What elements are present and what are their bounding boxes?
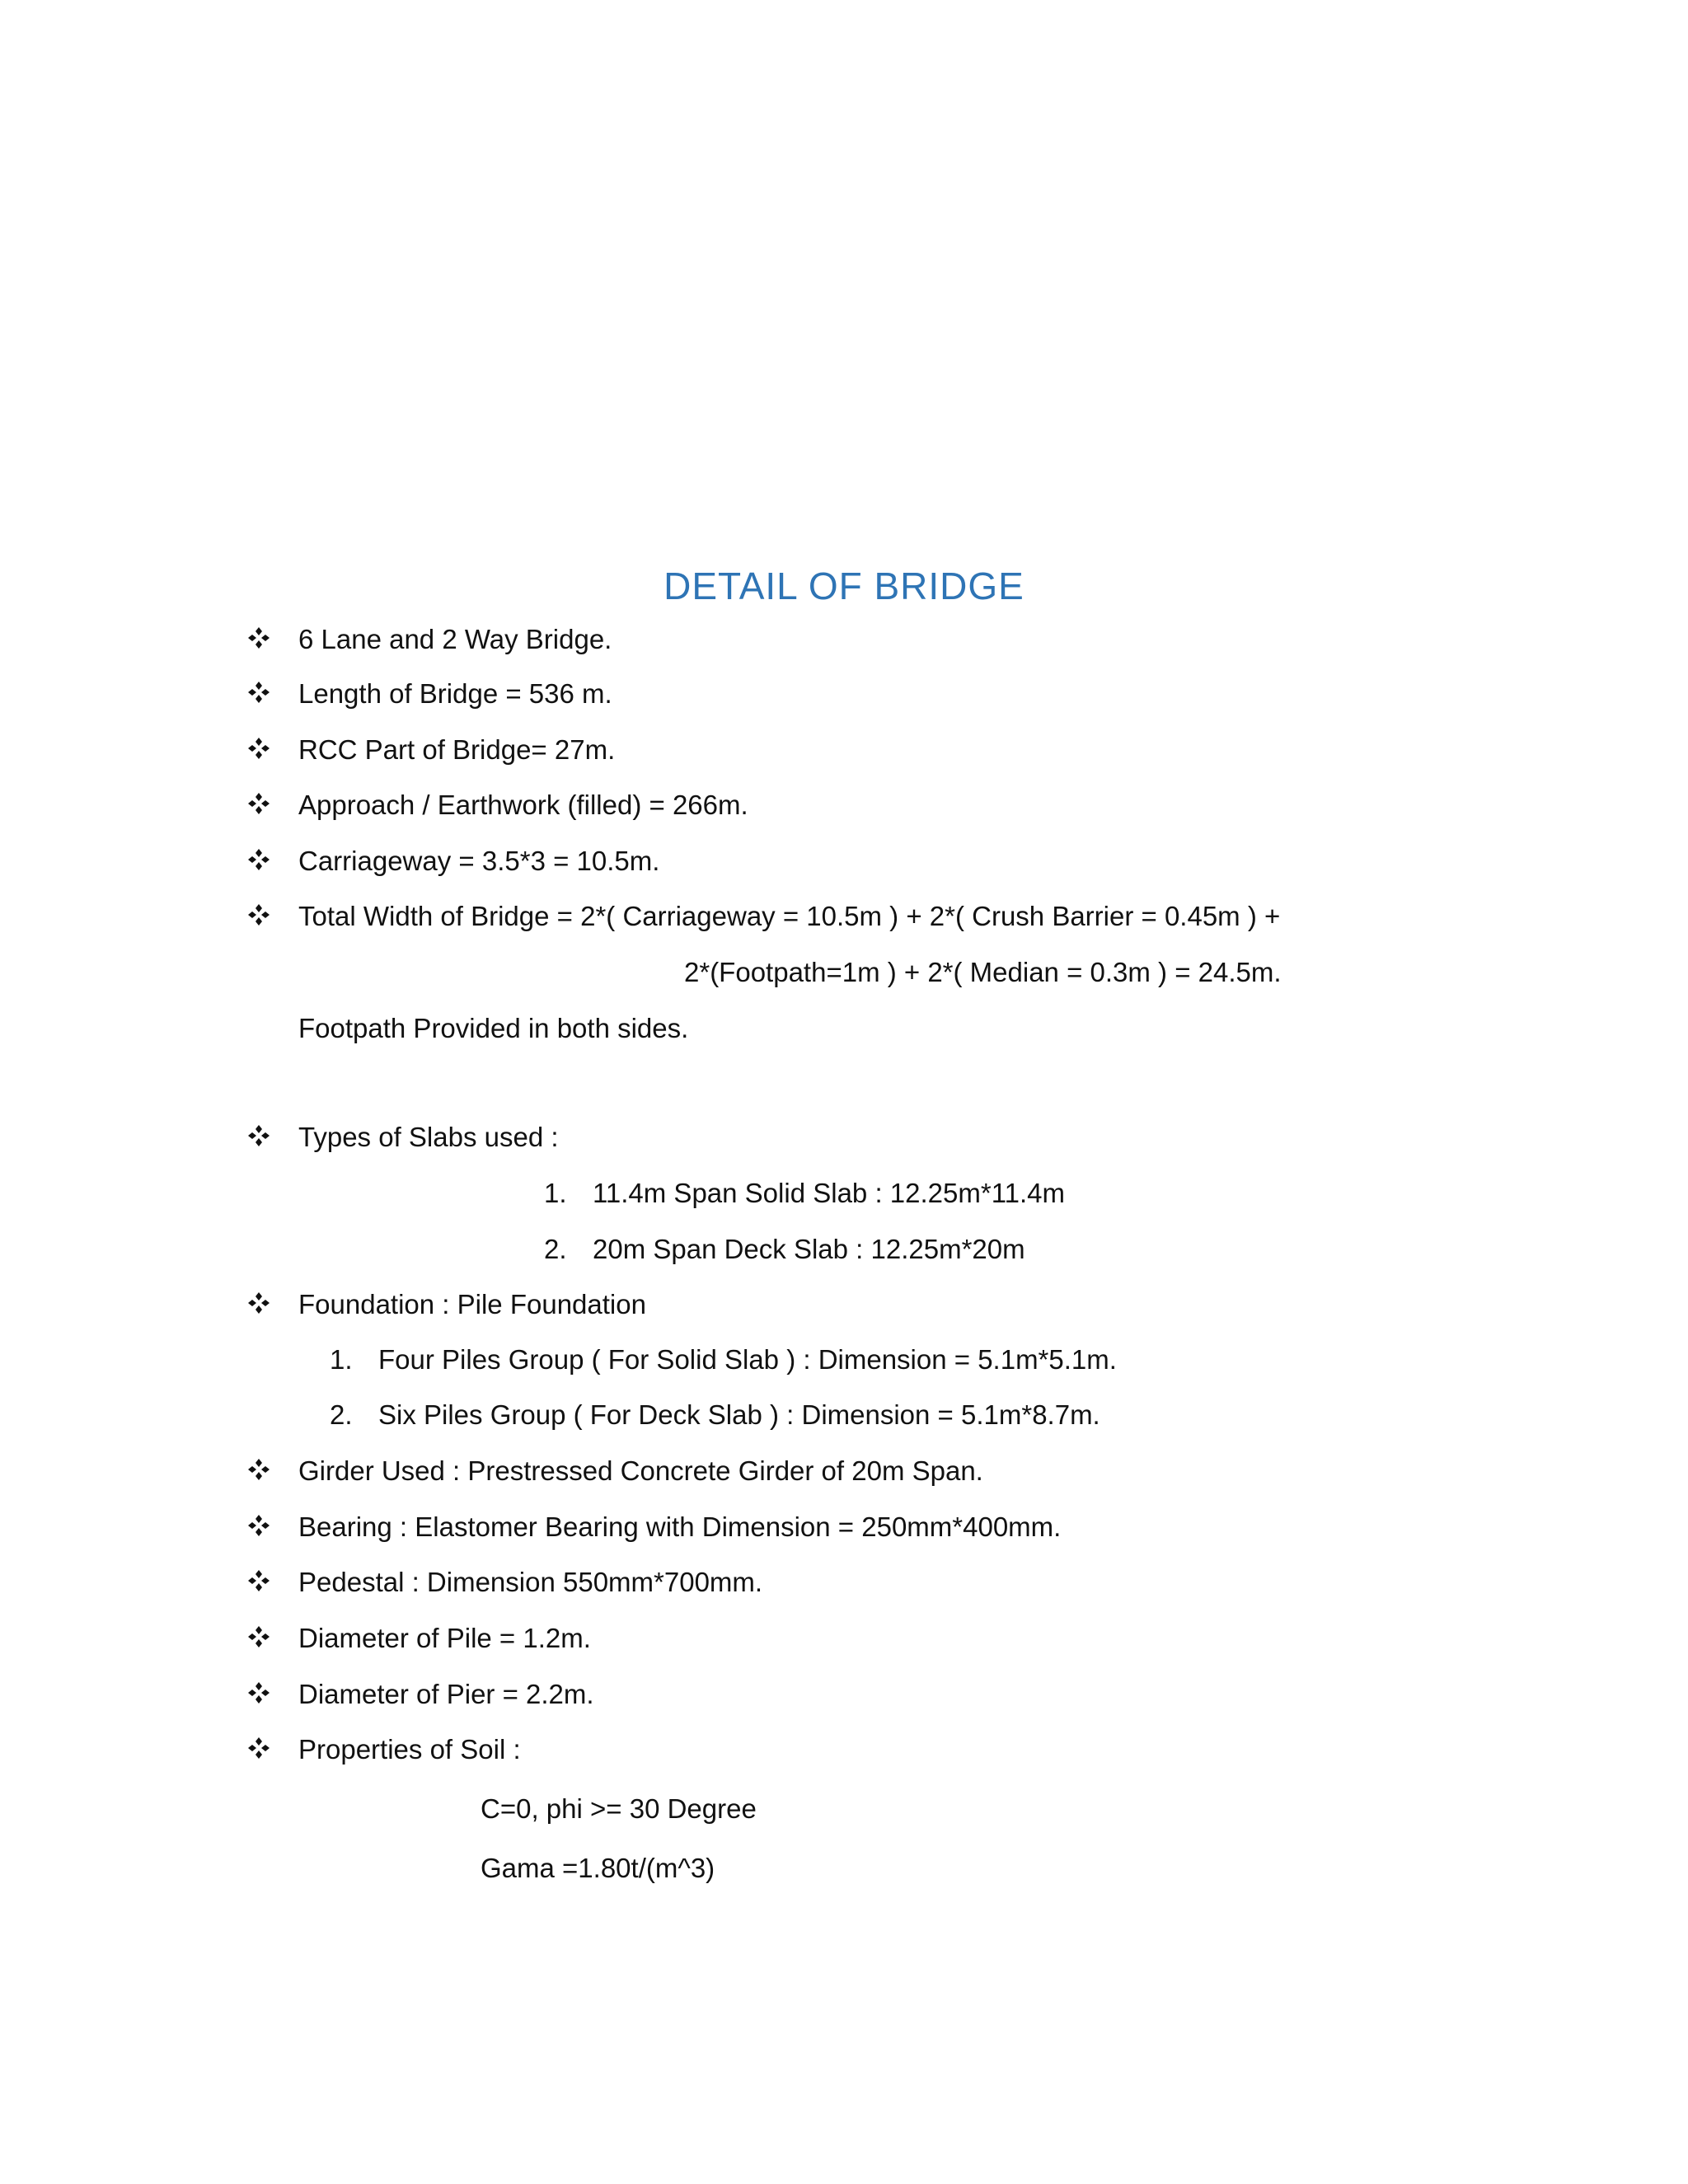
bullet-icon	[247, 1736, 275, 1765]
bullet-icon	[247, 903, 275, 931]
bridge-lanes-text: 6 Lane and 2 Way Bridge.	[298, 624, 612, 654]
bullet-icon	[247, 792, 275, 820]
bullet-icon	[247, 1514, 275, 1542]
footpath-note: Footpath Provided in both sides.	[298, 1013, 689, 1043]
bullet-icon	[247, 848, 275, 876]
bullet-icon	[247, 1681, 275, 1709]
pile-group-number: 2.	[330, 1399, 353, 1430]
slab-type-text: 11.4m Span Solid Slab : 12.25m*11.4m	[593, 1178, 1065, 1208]
slab-type-number: 1.	[544, 1178, 567, 1208]
rcc-part-text: RCC Part of Bridge= 27m.	[298, 734, 616, 765]
bullet-icon	[247, 1124, 275, 1152]
slab-types-heading: Types of Slabs used :	[298, 1122, 559, 1152]
bullet-icon	[247, 626, 275, 654]
bullet-icon	[247, 681, 275, 709]
foundation-text: Foundation : Pile Foundation	[298, 1289, 646, 1319]
bullet-icon	[247, 1291, 275, 1319]
carriageway-text: Carriageway = 3.5*3 = 10.5m.	[298, 846, 660, 876]
total-width-text: Total Width of Bridge = 2*( Carriageway = 10.5m ) + 2*( Crush Barrier = 0.45m ) +	[298, 901, 1281, 931]
pier-diameter-text: Diameter of Pier = 2.2m.	[298, 1679, 594, 1709]
slab-type-text: 20m Span Deck Slab : 12.25m*20m	[593, 1234, 1025, 1264]
slab-type-number: 2.	[544, 1234, 567, 1264]
bullet-icon	[247, 1458, 275, 1486]
document-title: DETAIL OF BRIDGE	[663, 565, 1025, 607]
total-width-continuation: 2*(Footpath=1m ) + 2*( Median = 0.3m ) = 24.5m.	[684, 957, 1282, 987]
pile-group-text: Four Piles Group ( For Solid Slab ) : Dimension = 5.1m*5.1m.	[378, 1344, 1117, 1375]
pile-diameter-text: Diameter of Pile = 1.2m.	[298, 1623, 591, 1653]
soil-properties-heading: Properties of Soil :	[298, 1734, 521, 1765]
approach-text: Approach / Earthwork (filled) = 266m.	[298, 790, 748, 820]
bullet-icon	[247, 1569, 275, 1597]
bullet-icon	[247, 1625, 275, 1653]
pile-group-text: Six Piles Group ( For Deck Slab ) : Dimension = 5.1m*8.7m.	[378, 1399, 1100, 1430]
pedestal-text: Pedestal : Dimension 550mm*700mm.	[298, 1567, 763, 1597]
girder-text: Girder Used : Prestressed Concrete Girder of 20m Span.	[298, 1455, 983, 1486]
soil-property-line: Gama =1.80t/(m^3)	[481, 1853, 715, 1883]
pile-group-number: 1.	[330, 1344, 353, 1375]
bullet-icon	[247, 737, 275, 765]
soil-property-line: C=0, phi >= 30 Degree	[481, 1793, 757, 1824]
bearing-text: Bearing : Elastomer Bearing with Dimension = 250mm*400mm.	[298, 1511, 1062, 1542]
bridge-length-text: Length of Bridge = 536 m.	[298, 678, 612, 709]
